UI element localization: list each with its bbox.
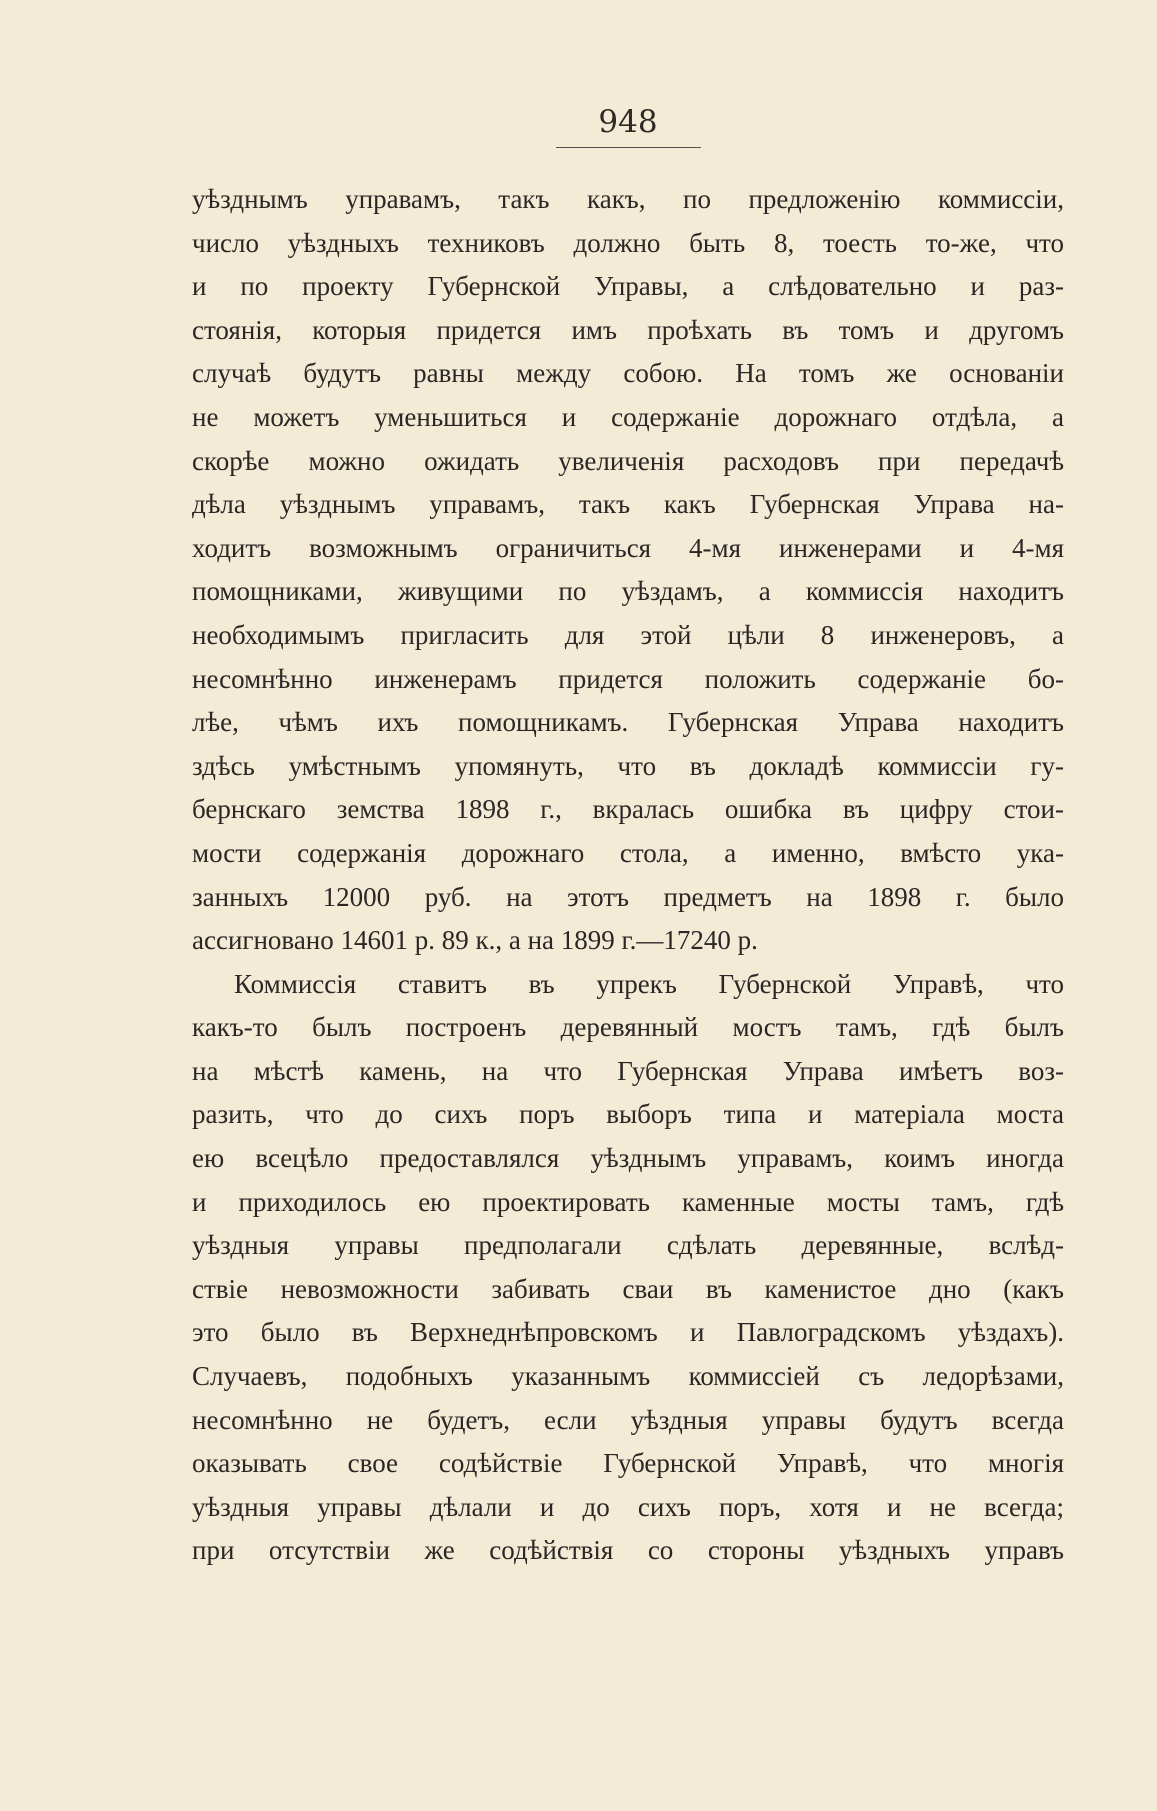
text-line: здѣсь умѣстнымъ упомянуть, что въ докладѣ коммиссіи гу- xyxy=(192,750,1064,781)
text-line: дѣла уѣзднымъ управамъ, такъ какъ Губернская Управа на- xyxy=(192,489,1064,520)
text-line: лѣе, чѣмъ ихъ помощникамъ. Губернская Управа находитъ xyxy=(192,707,1064,738)
body-text xyxy=(192,178,1064,1573)
text-line: ею всецѣло предоставлялся уѣзднымъ управамъ, коимъ иногда xyxy=(192,1143,1064,1174)
text-line: оказывать свое содѣйствіе Губернской Управѣ, что многія xyxy=(192,1448,1064,1479)
text-line: стоянія, которыя придется имъ проѣхать въ томъ и другомъ xyxy=(192,314,1064,345)
text-line: при отсутствіи же содѣйствія со стороны уѣздныхъ управъ xyxy=(192,1535,1064,1566)
text-line: занныхъ 12000 руб. на этотъ предметъ на 1898 г. было xyxy=(192,881,1064,912)
text-line: бернскаго земства 1898 г., вкралась ошибка въ цифру стои- xyxy=(192,794,1064,825)
text-line: разить, что до сихъ поръ выборъ типа и матеріала моста xyxy=(192,1099,1064,1130)
text-line: не можетъ уменьшиться и содержаніе дорожнаго отдѣла, а xyxy=(192,401,1064,432)
text-line: мости содержанія дорожнаго стола, а именно, вмѣсто ука- xyxy=(192,837,1064,868)
text-line: число уѣздныхъ техниковъ должно быть 8, тоесть то-же, что xyxy=(192,227,1064,258)
text-line: ствіе невозможности забивать сваи въ каменистое дно (какъ xyxy=(192,1273,1064,1304)
text-line: скорѣе можно ожидать увеличенія расходовъ при передачѣ xyxy=(192,445,1064,476)
page-number-rule xyxy=(556,147,701,148)
text-line: уѣздныя управы дѣлали и до сихъ поръ, хотя и не всегда; xyxy=(192,1491,1064,1522)
paragraph-start-line: Коммиссія ставитъ въ упрекъ Губернской Управѣ, что xyxy=(234,968,1064,999)
text-line: и по проекту Губернской Управы, а слѣдовательно и раз- xyxy=(192,271,1064,302)
text-line: случаѣ будутъ равны между собою. На томъ же основаніи xyxy=(192,358,1064,389)
text-line: какъ-то былъ построенъ деревянный мостъ тамъ, гдѣ былъ xyxy=(192,1012,1064,1043)
text-line: уѣздныя управы предполагали сдѣлать деревянные, вслѣд- xyxy=(192,1230,1064,1261)
text-line: это было въ Верхнеднѣпровскомъ и Павлоградскомъ уѣздахъ). xyxy=(192,1317,1064,1348)
text-line: на мѣстѣ камень, на что Губернская Управа имѣетъ воз- xyxy=(192,1055,1064,1086)
text-line: помощниками, живущими по уѣздамъ, а коммиссія находитъ xyxy=(192,576,1064,607)
text-line: и приходилось ею проектировать каменные мосты тамъ, гдѣ xyxy=(192,1186,1064,1217)
text-line: необходимымъ пригласить для этой цѣли 8 инженеровъ, а xyxy=(192,619,1064,650)
text-line: ходитъ возможнымъ ограничиться 4-мя инженерами и 4-мя xyxy=(192,532,1064,563)
text-line: уѣзднымъ управамъ, такъ какъ, по предложенію коммиссіи, xyxy=(192,184,1064,214)
paragraph-end-line: ассигновано 14601 р. 89 к., а на 1899 г.—17240 р. xyxy=(192,925,758,956)
page-number: 948 xyxy=(598,104,658,140)
text-line: несомнѣнно не будетъ, если уѣздныя управы будутъ всегда xyxy=(192,1404,1064,1435)
text-line: несомнѣнно инженерамъ придется положить содержаніе бо- xyxy=(192,663,1064,694)
text-line: Случаевъ, подобныхъ указаннымъ коммиссіей съ ледорѣзами, xyxy=(192,1361,1064,1392)
